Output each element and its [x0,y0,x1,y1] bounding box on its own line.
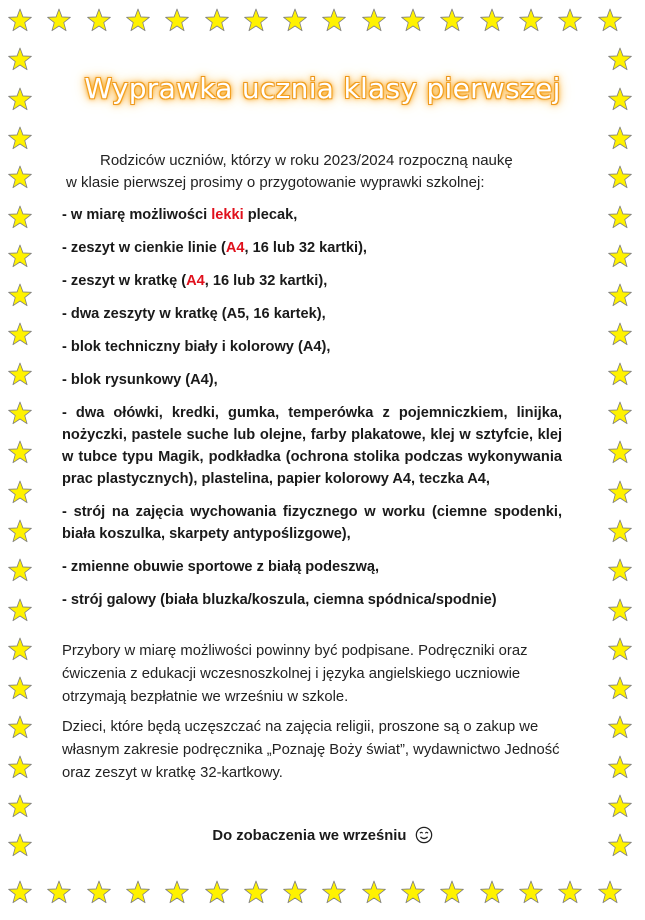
star-icon [86,8,112,34]
page-title: Wyprawka ucznia klasy pierwszej [84,72,561,105]
supply-list [62,204,562,622]
star-icon [46,880,72,906]
star-icon [607,205,633,231]
star-icon [282,880,308,906]
star-icon [7,440,33,466]
list-item: - dwa ołówki, kredki, gumka, temperówka z pojemniczkiem, linijka, nożyczki, pastele suche lub olejne, farby plakatowe, klej w sztyfcie, klej w tubce typu Magik, podkładka (ochrona stolika podczas wykonywania prac plastycznych), plastelina, papier kolorowy A4, teczka A4, [62,405,562,487]
star-icon [607,676,633,702]
list-item: - zeszyt w cienkie linie (A4, 16 lub 32 kartki), [62,240,367,256]
star-icon [7,126,33,152]
star-icon [607,755,633,781]
star-icon [607,165,633,191]
star-icon [607,401,633,427]
star-icon [607,715,633,741]
religion-note: Dzieci, które będą uczęszczać na zajęcia religii, proszone są o zakup we własnym zakresie podręcznika „Poznaję Boży świat”, wydawnictwo Jedność oraz zeszyt w kratkę 32-kartkowy. [62,719,560,781]
star-icon [7,715,33,741]
star-icon [7,244,33,270]
star-icon [607,480,633,506]
star-icon [7,401,33,427]
star-icon [7,755,33,781]
star-icon [607,322,633,348]
star-icon [321,880,347,906]
list-item: - zeszyt w kratkę (A4, 16 lub 32 kartki), [62,273,328,289]
star-icon [321,8,347,34]
star-icon [518,880,544,906]
star-icon [204,8,230,34]
star-icon [7,480,33,506]
star-icon [7,205,33,231]
star-icon [86,880,112,906]
star-icon [607,126,633,152]
list-item: - dwa zeszyty w kratkę (A5, 16 kartek), [62,306,326,322]
star-icon [607,637,633,663]
star-icon [7,637,33,663]
star-icon [479,880,505,906]
intro-line-2: w klasie pierwszej prosimy o przygotowanie wyprawki szkolnej: [66,174,485,191]
star-icon [557,880,583,906]
star-icon [597,880,623,906]
star-icon [204,880,230,906]
star-icon [125,8,151,34]
star-icon [518,8,544,34]
star-icon [282,8,308,34]
signing-note: Przybory w miarę możliwości powinny być podpisane. Podręczniki oraz ćwiczenia z edukacji wczesnoszkolnej i języka angielskiego uczniowie otrzymają bezpłatnie we wrześniu w szkole. [62,643,528,705]
smiley-icon [415,826,433,844]
star-icon [243,880,269,906]
star-icon [164,8,190,34]
star-icon [7,165,33,191]
star-icon [607,47,633,73]
star-icon [46,8,72,34]
list-item: - strój na zajęcia wychowania fizycznego w worku (ciemne spodenki, biała koszulka, skarpety antypoślizgowe), [62,504,562,542]
star-icon [361,880,387,906]
list-item: - blok rysunkowy (A4), [62,372,218,388]
list-item: - w miarę możliwości lekki plecak, [62,207,298,223]
star-icon [400,8,426,34]
star-icon [7,322,33,348]
star-icon [439,8,465,34]
star-icon [243,8,269,34]
star-icon [607,362,633,388]
star-icon [607,598,633,624]
star-icon [7,283,33,309]
list-item: - zmienne obuwie sportowe z białą podeszwą, [62,559,380,575]
intro-line-1: Rodziców uczniów, którzy w roku 2023/2024 rozpoczną naukę [100,152,513,169]
star-icon [607,283,633,309]
list-item: - blok techniczny biały i kolorowy (A4), [62,339,331,355]
star-icon [597,8,623,34]
star-icon [607,558,633,584]
highlight-text: A4 [225,240,245,256]
star-icon [7,558,33,584]
star-icon [479,8,505,34]
closing-text: Do zobaczenia we wrześniu [212,828,407,844]
intro-text [60,150,580,194]
list-item: - strój galowy (biała bluzka/koszula, ciemna spódnica/spodnie) [62,592,497,608]
star-icon [125,880,151,906]
star-icon [607,244,633,270]
star-icon [607,440,633,466]
star-icon [7,8,33,34]
star-icon [607,794,633,820]
star-icon [361,8,387,34]
star-icon [7,676,33,702]
star-icon [7,47,33,73]
star-icon [607,519,633,545]
star-icon [7,880,33,906]
highlight-text: lekki [211,207,244,223]
star-icon [7,598,33,624]
star-icon [7,794,33,820]
star-icon [7,362,33,388]
star-icon [439,880,465,906]
closing-line [0,826,645,844]
highlight-text: A4 [186,273,205,289]
star-icon [164,880,190,906]
star-icon [557,8,583,34]
star-icon [7,519,33,545]
star-icon [400,880,426,906]
